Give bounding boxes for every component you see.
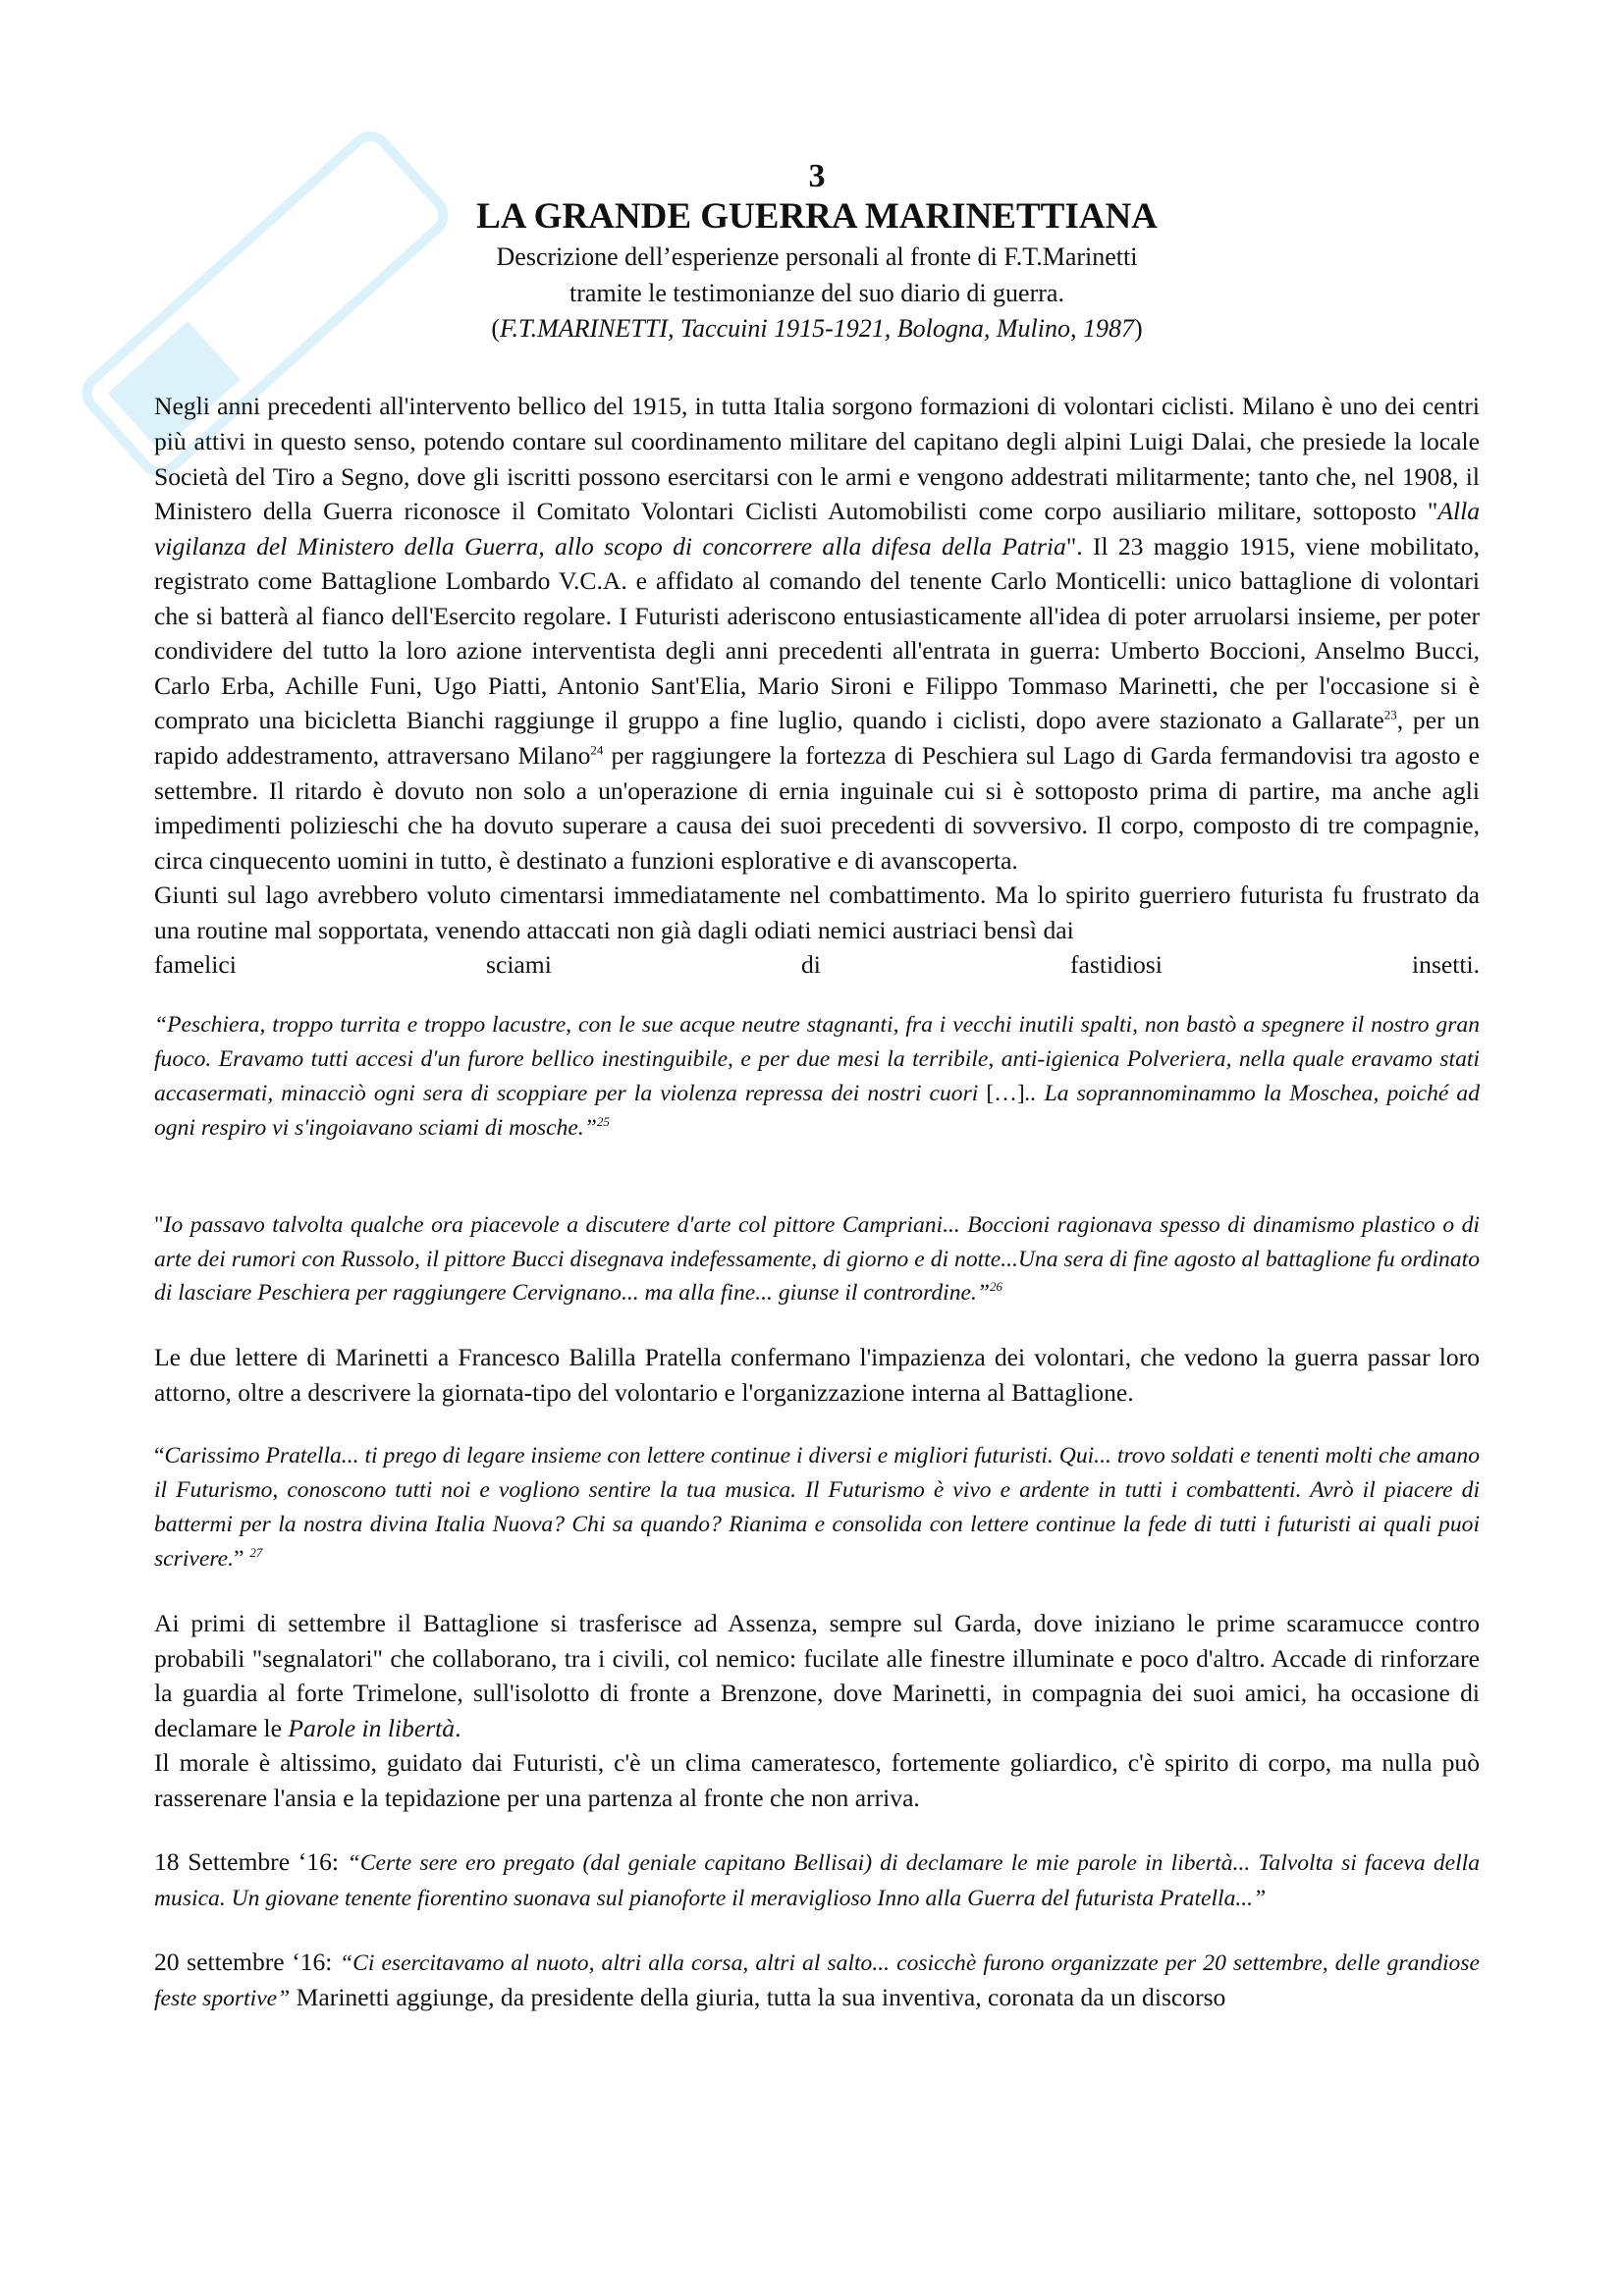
diary-quote: “Ci esercitavamo al nuoto, altri alla corsa, altri al salto... cosicchè furono organizzate per 20 settembre, delle grandiose feste sportive” bbox=[154, 1950, 1480, 2011]
paragraph-text: . bbox=[455, 1713, 461, 1742]
paragraph-lettere-pratella: Le due lettere di Marinetti a Francesco Balilla Pratella confermano l'impazienza dei volontari, che vedono la guerra passar loro attorno, oltre a descrivere la giornata-tipo del volontario e l'organizzazione interna al Battaglione. bbox=[154, 1343, 1480, 1407]
inline-title: Parole in libertà bbox=[288, 1713, 456, 1742]
paragraph-text: Marinetti aggiunge, da presidente della giuria, tutta la sua inventiva, coronata da un discorso bbox=[290, 1982, 1226, 2011]
paragraph-text: per raggiungere la fortezza di Peschiera sul Lago di Garda fermandovisi tra agosto e settembre. Il ritardo è dovuto non solo a un'operazione di ernia inguinale cui si è sottoposto prima di partire, ma anche agli impedimenti polizieschi che ha dovuto superare a causa dei suoi precedenti di sovversivo. Il corpo, composto di tre compagnie, circa cinquecento uomini in tutto, è destinato a funzioni esplorative e di avanscoperta. bbox=[154, 741, 1480, 875]
chapter-number: 3 bbox=[808, 158, 826, 194]
paragraph-assenza bbox=[154, 1606, 1480, 1745]
quote-ellipsis: […] bbox=[986, 1080, 1025, 1106]
inline-quote: Alla vigilanza del Ministero della Guerra, allo scopo di concorrere alla difesa della Patria bbox=[154, 497, 1480, 561]
source-open-paren: ( bbox=[491, 314, 501, 344]
source-close-paren: ) bbox=[1133, 314, 1143, 344]
chapter-subtitle-line2: tramite le testimonianze del suo diario di guerra. bbox=[569, 278, 1064, 307]
diary-entry-18-settembre bbox=[154, 1844, 1480, 1915]
footnote-ref-24[interactable]: 24 bbox=[590, 742, 604, 758]
chapter-title: LA GRANDE GUERRA MARINETTIANA bbox=[476, 196, 1158, 238]
diary-entry-20-settembre bbox=[154, 1945, 1480, 2015]
paragraph-text: ". Il 23 maggio 1915, viene mobilitato, registrato come Battaglione Lombardo V.C.A. e affidato al comando del tenente Carlo Monticelli: unico battaglione di volontari che si batterà al fianco dell'Esercito regolare. I Futuristi aderiscono entusiasticamente all'idea di poter arruolarsi insieme, per poter condividere del tutto la loro azione interventista degli anni precedenti all'entrata in guerra: Umberto Boccioni, Anselmo Bucci, Carlo Erba, Achille Funi, Ugo Piatti, Antonio Sant'Elia, Mario Sironi e Filippo Tommaso Marinetti, che per l'occasione si è comprato una bicicletta Bianchi raggiunge il gruppo a fine luglio, quando i ciclisti, dopo avere stazionato a Gallarate bbox=[154, 531, 1481, 735]
footnote-ref-26[interactable]: 26 bbox=[990, 1279, 1003, 1295]
quote-close-mark: ” bbox=[234, 1546, 250, 1573]
quote-text: Io passavo talvolta qualche ora piacevole a discutere d'arte col pittore Campriani... Boccioni ragionava spesso di dinamismo plastico o di arte dei rumori con Russolo, il pittore Bucci disegnava indefessamente, di giorno e di notte...Una sera di fine agosto al battaglione fu ordinato di lasciare Peschiera per raggiungere Cervignano... ma alla fine... giunse il contrordine.” bbox=[154, 1211, 1480, 1307]
paragraph-text: , per un rapido addestramento, attraversano Milano bbox=[154, 706, 1480, 771]
quote-text: Carissimo Pratella... ti prego di legare insieme con lettere continue i diversi e migliori futuristi. Qui... trovo soldati e tenenti molti che amano il Futurismo, conoscono tutti noi e vogliono sentire la tua musica. Il Futurismo è vivo e ardente in tutti i combattenti. Avrò il piacere di battermi per la nostra divina Italia Nuova? Chi sa quando? Rianima e consolida con lettere continue la fede di tutti i futuristi ai quali puoi scrivere. bbox=[154, 1443, 1480, 1573]
paragraph-giunti-sul-lago-last-line: famelici sciami di fastidiosi insetti. bbox=[154, 950, 1480, 980]
footnote-ref-25[interactable]: 25 bbox=[596, 1113, 610, 1129]
quote-peschiera bbox=[154, 1008, 1480, 1146]
quote-campriani bbox=[154, 1208, 1480, 1311]
quote-carissimo-pratella bbox=[154, 1439, 1480, 1576]
diary-date: 18 Settembre ‘16: bbox=[154, 1847, 348, 1877]
quote-text: .. La soprannominammo la Moschea, poiché ad ogni respiro vi s'ingoiavano sciami di mosche.” bbox=[154, 1080, 1481, 1141]
footnote-ref-27[interactable]: 27 bbox=[249, 1545, 263, 1561]
paragraph-giunti-sul-lago: Giunti sul lago avrebbero voluto cimentarsi immediatamente nel combattimento. Ma lo spirito guerriero futurista fu frustrato da una routine mal sopportata, venendo attaccati non già dagli odiati nemici austriaci bensì dai bbox=[154, 881, 1480, 944]
paragraph-text: Ai primi di settembre il Battaglione si trasferisce ad Assenza, sempre sul Garda, dove iniziano le prime scaramucce contro probabili "segnalatori" che collaborano, tra i civili, col nemico: fucilate alle finestre illuminate e poco d'altro. Accade di rinforzare la guardia al forte Trimelone, sull'isolotto di fronte a Brenzone, dove Marinetti, in compagnia dei suoi amici, ha occasione di declamare le bbox=[154, 1609, 1480, 1742]
diary-date: 20 settembre ‘16: bbox=[154, 1948, 340, 1977]
paragraph-morale: Il morale è altissimo, guidato dai Futuristi, c'è un clima cameratesco, fortemente goliardico, c'è spirito di corpo, ma nulla può rasserenare l'ansia e la tepidazione per una partenza al fronte che non arriva. bbox=[154, 1748, 1480, 1812]
paragraph-text: Negli anni precedenti all'intervento bellico del 1915, in tutta Italia sorgono formazioni di volontari ciclisti. Milano è uno dei centri più attivi in questo senso, potendo contare sul coordinamento militare del capitano degli alpini Luigi Dalai, che presiede la locale Società del Tiro a Segno, dove gli iscritti possono esercitarsi con le armi e vengono addestrati militarmente; tanto che, nel 1908, il Ministero della Guerra riconosce il Comitato Volontari Ciclisti Automobilisti come corpo ausiliario militare, sottoposto " bbox=[154, 392, 1480, 526]
diary-quote: “Certe sere ero pregato (dal geniale capitano Bellisai) di declamare le mie parole in libertà... Talvolta si faceva della musica. Un giovane tenente fiorentino suonava sul pianoforte il meraviglioso Inno alla Guerra del futurista Pratella...” bbox=[154, 1850, 1480, 1912]
chapter-subtitle-line1: Descrizione dell’esperienze personali al fronte di F.T.Marinetti bbox=[496, 242, 1138, 272]
source-citation: F.T.MARINETTI, Taccuini 1915-1921, Bologna, Mulino, 1987 bbox=[500, 314, 1134, 344]
paragraph-volontari-ciclisti bbox=[154, 389, 1480, 878]
source-citation-line bbox=[154, 312, 1480, 346]
document-page bbox=[154, 147, 1480, 2015]
footnote-ref-23[interactable]: 23 bbox=[1383, 707, 1397, 722]
quote-open-mark: “ bbox=[154, 1443, 165, 1469]
quote-open-mark: " bbox=[154, 1211, 164, 1238]
quote-text: “Peschiera, troppo turrita e troppo lacustre, con le sue acque neutre stagnanti, fra i vecchi inutili spalti, non bastò a spegnere il nostro gran fuoco. Eravamo tutti accesi d'un furore bellico inestinguibile, e per due mesi la terribile, anti-igienica Polveriera, nella quale eravamo stati accasermati, minacciò ogni sera di scoppiare per la violenza repressa dei nostri cuori bbox=[154, 1011, 1480, 1106]
